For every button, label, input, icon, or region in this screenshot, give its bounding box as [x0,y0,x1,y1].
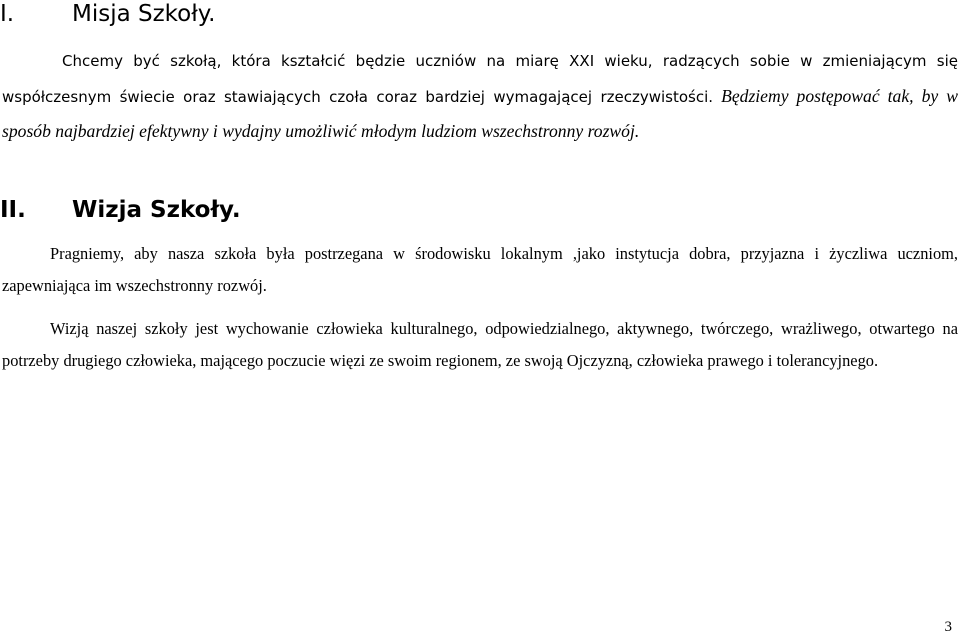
section-heading-vision [0,196,241,224]
vision-paragraph-1: Pragniemy, aby nasza szkoła była postrzegana w środowisku lokalnym ,jako instytucja dobra, przyjazna i życzliwa uczniom, zapewniająca im wszechstronny rozwój. [2,244,958,295]
section-number: II. [0,197,26,223]
mission-paragraph [2,43,958,149]
section-title: Misja Szkoły. [72,1,216,27]
mission-lead-text: Chcemy być szkołą, która kształcić będzie uczniów na miarę XXI wieku, radzących sobie w zmieniającym się współczesnym świecie oraz stawiających czoła coraz bardziej wymagającej rzeczywistości. [2,52,958,106]
vision-paragraph-2: Wizją naszej szkoły jest wychowanie człowieka kulturalnego, odpowiedzialnego, aktywnego, twórczego, wrażliwego, otwartego na potrzeby drugiego człowieka, mającego poczucie więzi ze swoim regionem, ze swoją Ojczyzną, człowieka prawego i tolerancyjnego. [2,319,958,370]
page-number: 3 [944,619,952,635]
section-number: I. [0,1,15,27]
section-heading-mission [0,0,215,28]
mission-rest-text: Będziemy postępować tak, by w sposób najbardziej efektywny i wydajny umożliwić młodym ludziom wszechstronny rozwój. [2,85,958,141]
section-title: Wizja Szkoły. [72,197,241,223]
